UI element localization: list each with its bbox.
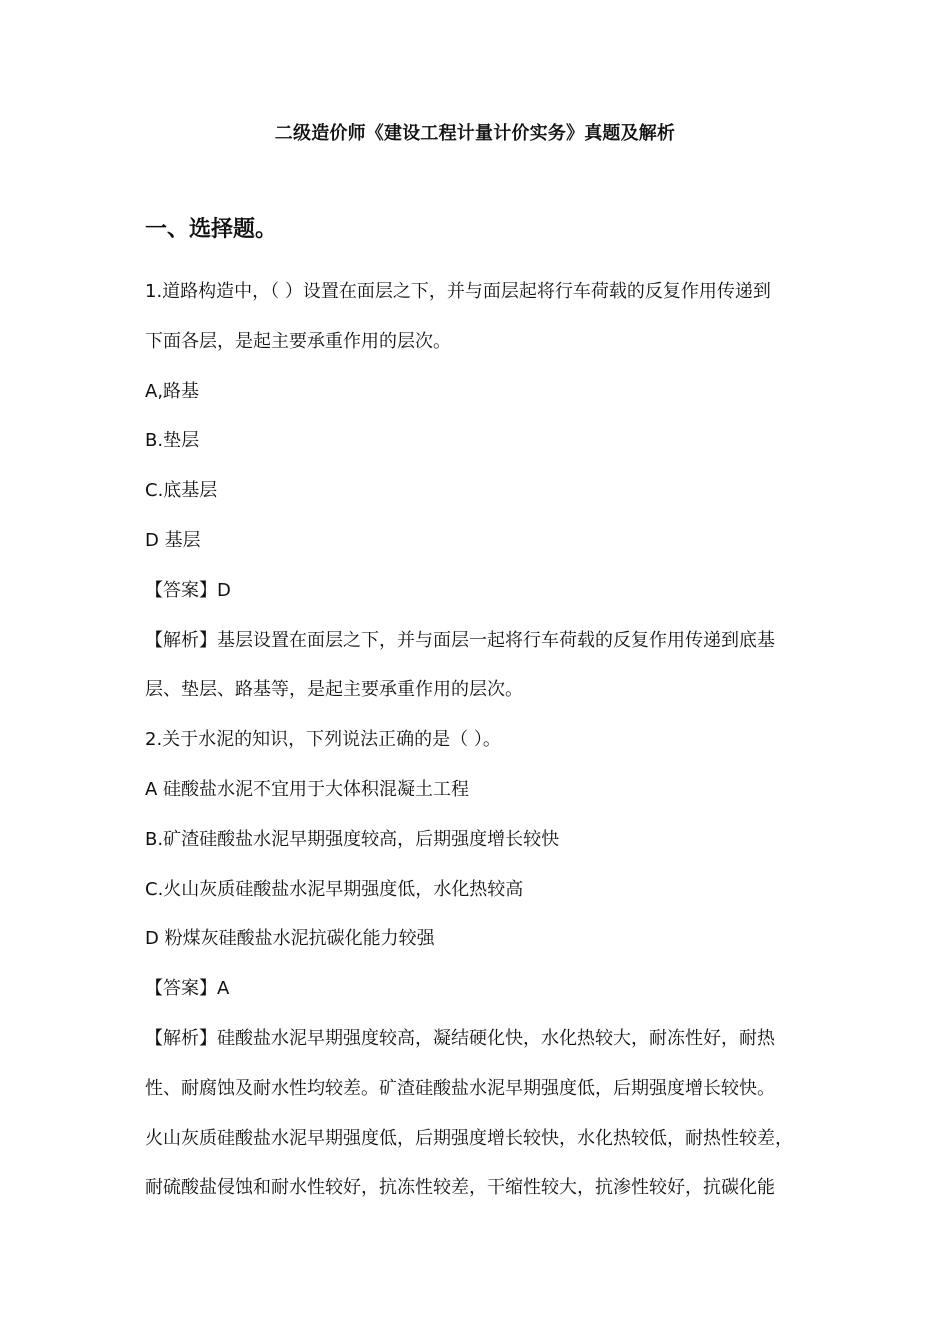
question-2 — [145, 715, 810, 1213]
option-c: C.火山灰质硅酸盐水泥早期强度低，水化热较高 — [145, 878, 524, 900]
analysis-line: 性、耐腐蚀及耐水性均较差。矿渣硅酸盐水泥早期强度低，后期强度增长较快。 — [145, 1077, 775, 1099]
document-title: 二级造价师《建设工程计量计价实务》真题及解析 — [274, 123, 676, 144]
option-d: D 粉煤灰硅酸盐水泥抗碳化能力较强 — [145, 928, 435, 950]
document-body — [145, 267, 810, 1213]
answer-line: 【答案】A — [145, 978, 230, 1000]
analysis-line: 耐硫酸盐侵蚀和耐水性较好，抗冻性较差，干缩性较大，抗渗性较好，抗碳化能 — [145, 1177, 775, 1199]
question-stem-line: 下面各层，是起主要承重作用的层次。 — [145, 330, 451, 352]
option-b: B.矿渣硅酸盐水泥早期强度较高，后期强度增长较快 — [145, 828, 560, 850]
analysis-line: 【解析】硅酸盐水泥早期强度较高，凝结硬化快，水化热较大，耐冻性好，耐热 — [145, 1027, 775, 1049]
question-stem-line: 2.关于水泥的知识，下列说法正确的是（ ）。 — [145, 729, 501, 751]
option-b: B.垫层 — [145, 430, 200, 452]
question-1 — [145, 267, 810, 715]
analysis-line: 【解析】基层设置在面层之下，并与面层一起将行车荷载的反复作用传递到底基 — [145, 629, 775, 651]
answer-line: 【答案】D — [145, 579, 231, 601]
analysis-line: 层、垫层、路基等，是起主要承重作用的层次。 — [145, 679, 523, 701]
option-d: D 基层 — [145, 529, 201, 551]
question-stem-line: 1.道路构造中，（ ）设置在面层之下，并与面层起将行车荷载的反复作用传递到 — [145, 281, 771, 302]
option-a: A 硅酸盐水泥不宜用于大体积混凝土工程 — [145, 778, 470, 800]
analysis-line: 火山灰质硅酸盐水泥早期强度低，后期强度增长较快，水化热较低，耐热性较差， — [145, 1127, 793, 1149]
option-a: A,路基 — [145, 380, 200, 402]
option-c: C.底基层 — [145, 480, 218, 502]
section-heading: 一、选择题。 — [145, 217, 278, 242]
